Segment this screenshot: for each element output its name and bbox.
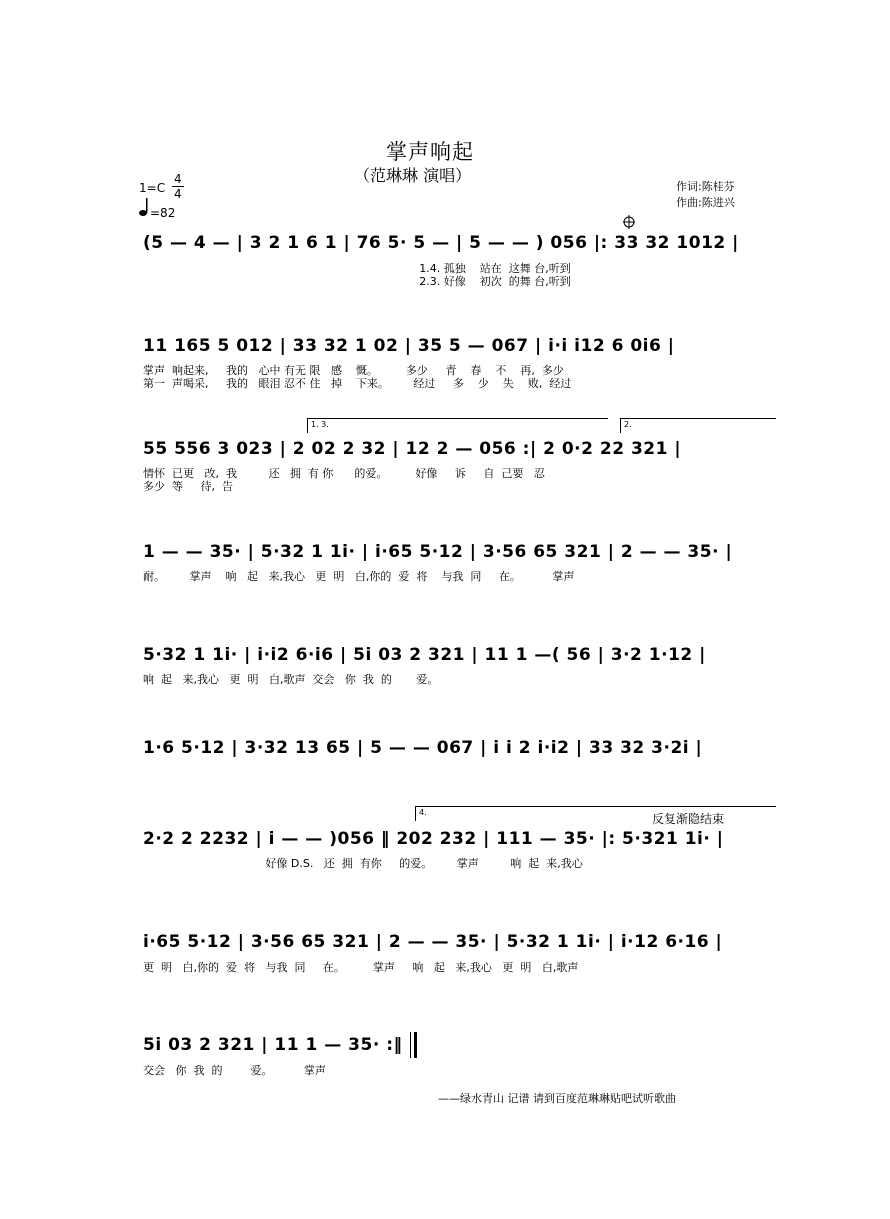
volta-bracket-2: 2.	[620, 418, 776, 433]
lyricist-credit: 作词:陈桂芬	[676, 180, 735, 193]
key-signature: 1=C	[139, 181, 166, 195]
notation-row-8: i·65 5·12 | 3·56 65 321 | 2 — — 35· | 5·32 1 1i· | i·12 6·16 |	[143, 932, 723, 952]
lyrics-row-1-verse-1: 1.4. 孤独 站在 这舞 台,听到	[143, 262, 571, 275]
final-barline-thick	[414, 1032, 417, 1058]
notation-row-1: (5 — 4 — | 3 2 1 6 1 | 76 5· 5 — | 5 — — ) 056 |: 33 32 1012 |	[143, 233, 739, 253]
lyrics-row-1-verse-2: 2.3. 好像 初次 的舞 台,听到	[143, 275, 571, 288]
time-signature-top: 4	[174, 172, 182, 186]
lyrics-row-3-verse-1: 情怀 已更 改, 我 还 拥 有 你 的爱。 好像 诉 自 己要 忍	[143, 467, 545, 480]
final-barline-thin	[410, 1032, 411, 1058]
notation-row-4: 1 — — 35· | 5·32 1 1i· | i·65 5·12 | 3·56 65 321 | 2 — — 35· |	[143, 542, 733, 562]
notation-row-3: 55 556 3 023 | 2 02 2 32 | 12 2 — 056 :| 2 0·2 22 321 |	[143, 439, 682, 459]
volta-bracket-1-3: 1. 3.	[307, 418, 608, 433]
lyrics-row-8: 更 明 白,你的 爱 将 与我 同 在。 掌声 响 起 来,我心 更 明 白,歌声	[143, 961, 579, 974]
notation-row-6: 1·6 5·12 | 3·32 13 65 | 5 — — 067 | i i 2 i·i2 | 33 32 3·2i |	[143, 738, 703, 758]
lyrics-row-2-verse-2: 第一 声喝采, 我的 眼泪 忍不 住 掉 下来。 经过 多 少 失 败, 经过	[143, 377, 572, 390]
lyrics-row-4: 耐。 掌声 响 起 来,我心 更 明 白,你的 爱 将 与我 同 在。 掌声	[143, 570, 575, 583]
notation-row-7: 2·2 2 2232 | i — — )056 ‖ 202 232 | 111 — 35· |: 5·321 1i· |	[143, 829, 724, 849]
lyrics-row-5: 响 起 来,我心 更 明 白,歌声 交会 你 我 的 爱。	[143, 673, 439, 686]
notation-row-5: 5·32 1 1i· | i·i2 6·i6 | 5i 03 2 321 | 11 1 —( 56 | 3·2 1·12 |	[143, 645, 706, 665]
notation-row-2: 11 165 5 012 | 33 32 1 02 | 35 5 — 067 | i·i i12 6 0i6 |	[143, 336, 675, 356]
lyrics-row-2-verse-1: 掌声 响起来, 我的 心中 有无 限 感 慨。 多少 青 春 不 再, 多少	[143, 364, 564, 377]
lyrics-row-3-verse-2: 多少 等 待, 告	[143, 480, 233, 493]
notation-row-9: 5i 03 2 321 | 11 1 — 35· :‖	[143, 1035, 403, 1055]
footer-credit: ——绿水青山 记谱 请到百度范琳琳贴吧试听歌曲	[438, 1092, 676, 1105]
lyrics-row-7: 好像 D.S. 还 拥 有你 的爱。 掌声 响 起 来,我心	[143, 857, 583, 870]
lyrics-row-9: 交会 你 我 的 爱。 掌声	[143, 1064, 326, 1077]
volta-bracket-4: 4.	[415, 806, 776, 821]
fade-out-instruction: 反复渐隐结束	[652, 812, 725, 826]
composer-credit: 作曲:陈进兴	[676, 196, 735, 209]
song-title: 掌声响起	[386, 140, 474, 164]
time-signature-bottom: 4	[174, 187, 182, 201]
tempo-marking: =82	[150, 206, 176, 220]
performer-subtitle: （范琳琳 演唱）	[354, 166, 472, 185]
